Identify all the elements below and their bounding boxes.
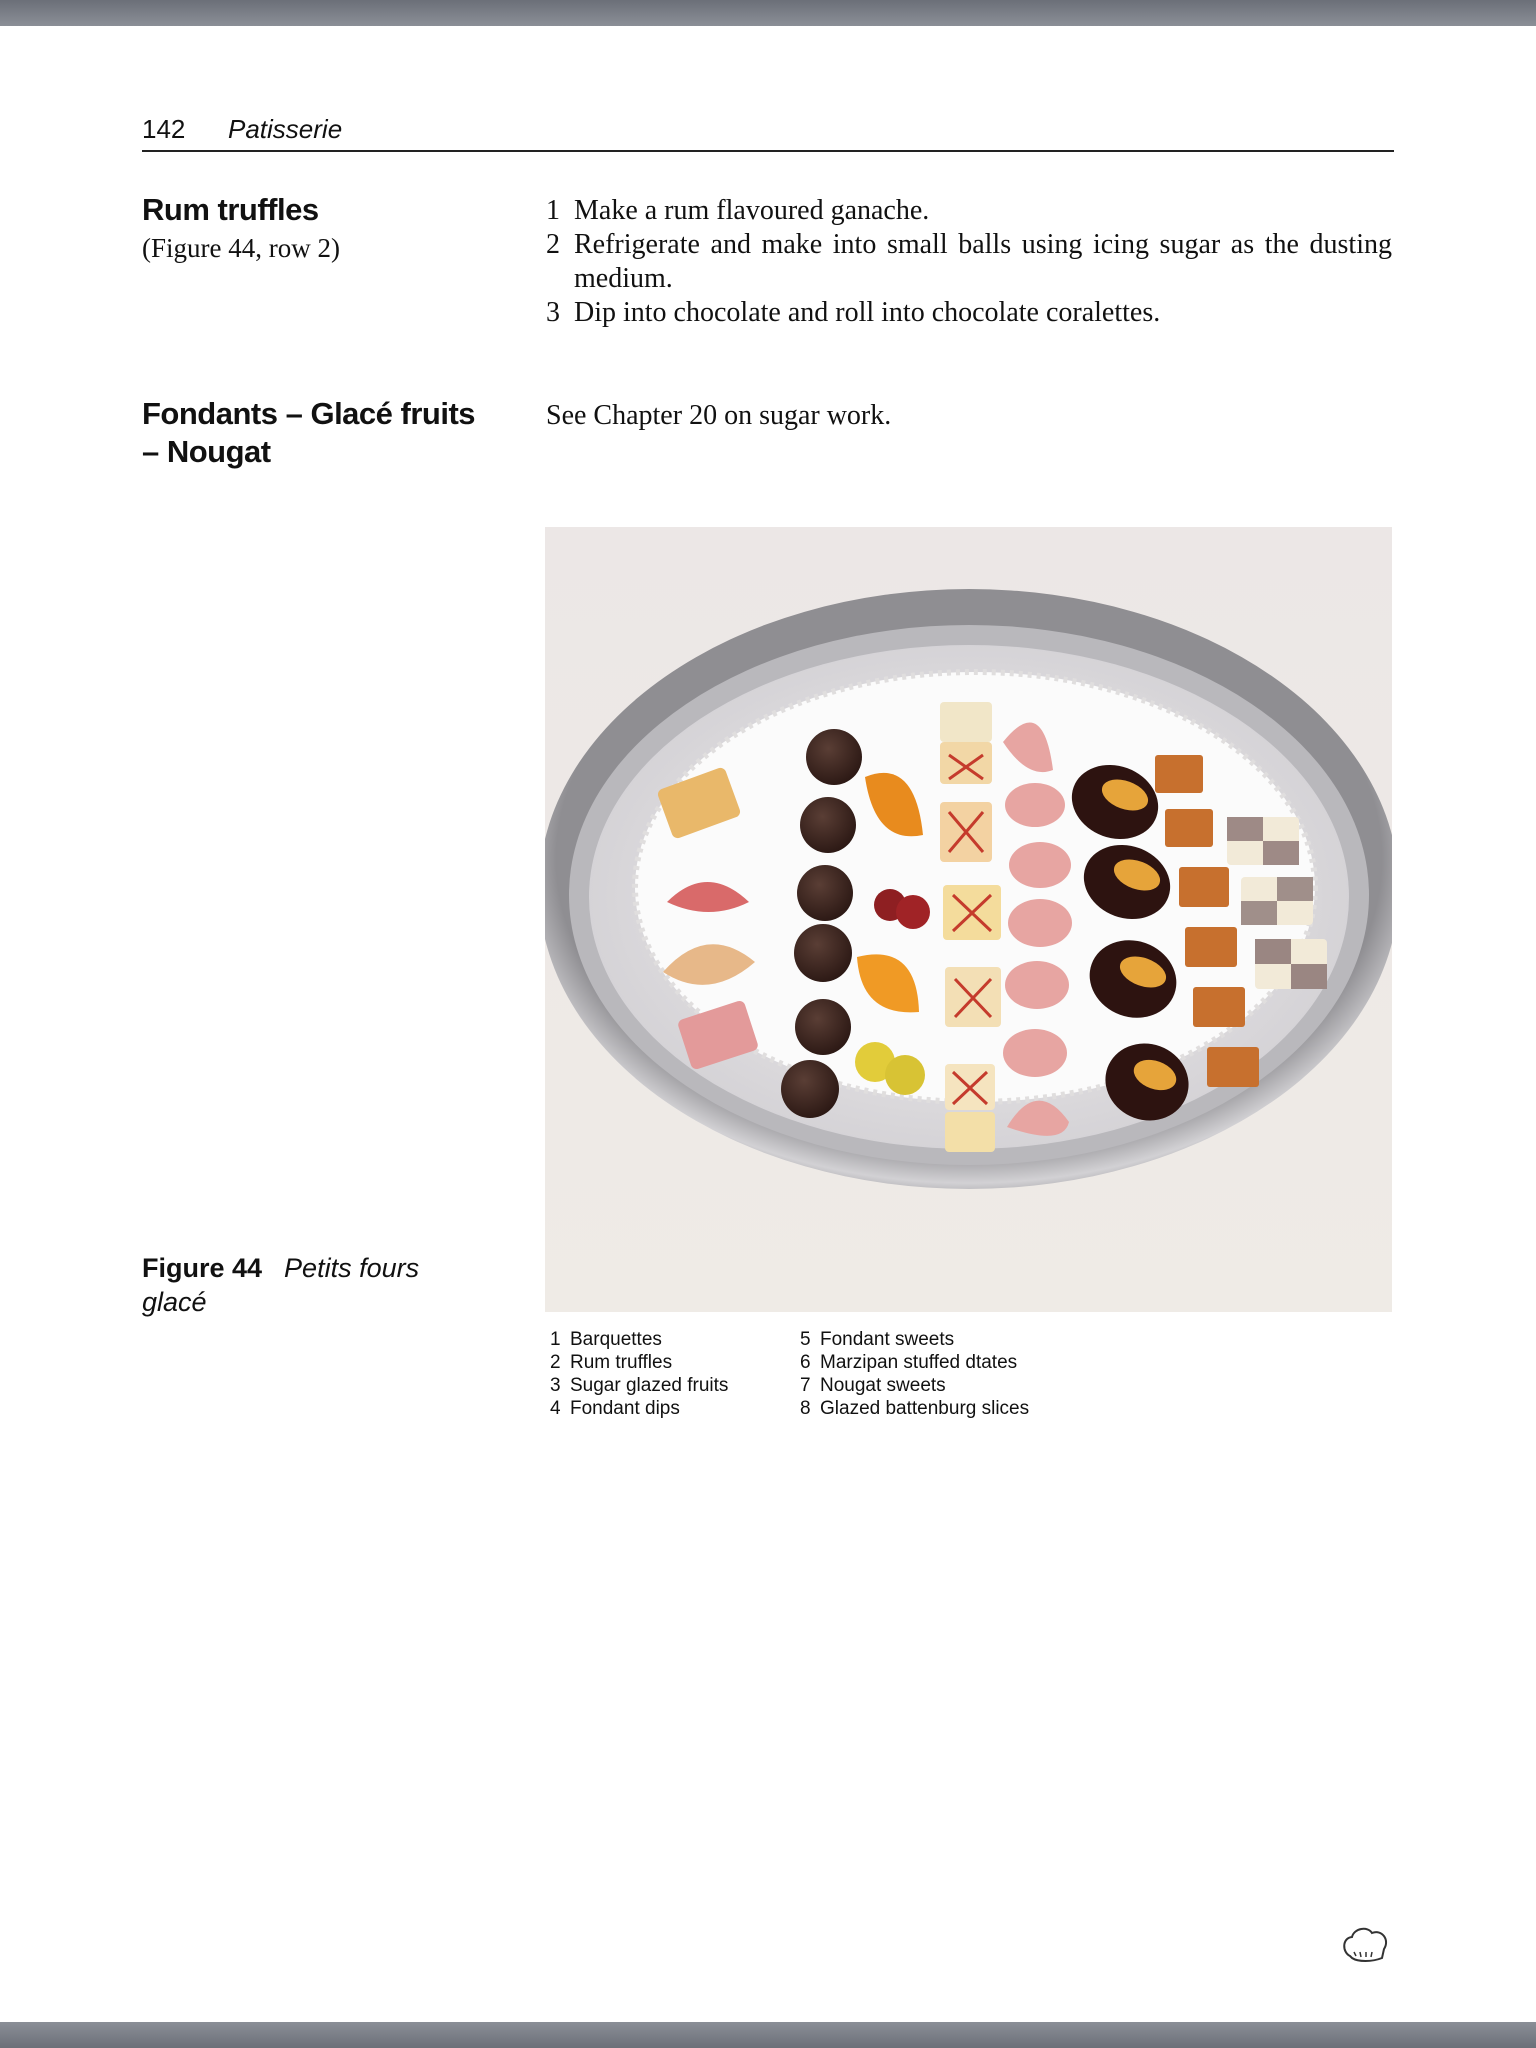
step-number: 1 <box>546 195 560 226</box>
legend-item <box>800 1328 1029 1351</box>
legend-item <box>550 1397 728 1420</box>
running-head <box>142 110 1392 152</box>
header-rule <box>142 150 1394 152</box>
fondants-heading-line1: Fondants – Glacé fruits <box>142 396 476 431</box>
figure-caption <box>142 1251 502 1319</box>
legend-text: Fondant sweets <box>820 1329 955 1350</box>
step-item <box>546 296 1392 330</box>
step-item <box>546 228 1392 296</box>
legend-number: 8 <box>800 1398 811 1419</box>
legend-item <box>550 1374 728 1397</box>
step-text: Dip into chocolate and roll into chocolate coralettes. <box>574 297 1161 328</box>
fondants-text: See Chapter 20 on sugar work. <box>546 400 892 431</box>
step-item <box>546 194 1392 228</box>
legend-text: Glazed battenburg slices <box>820 1398 1030 1419</box>
figure-label: Figure 44 <box>142 1253 263 1283</box>
legend-number: 3 <box>550 1375 561 1396</box>
fondants-heading <box>142 395 475 471</box>
legend-item <box>550 1328 728 1351</box>
figure-caption-line1 <box>142 1251 502 1285</box>
legend-number: 6 <box>800 1352 811 1373</box>
legend-item <box>800 1374 1029 1397</box>
legend-text: Rum truffles <box>570 1352 673 1373</box>
legend-text: Nougat sweets <box>820 1375 946 1396</box>
figure-title-line2: glacé <box>142 1287 207 1317</box>
figure-title: Petits fours <box>284 1253 420 1283</box>
rum-truffles-figure-ref: (Figure 44, row 2) <box>142 233 340 263</box>
step-text: Make a rum flavoured ganache. <box>574 195 930 226</box>
rum-truffles-heading: Rum truffles <box>142 192 319 227</box>
chef-hat-icon <box>1340 1922 1390 1970</box>
petits-fours-photo <box>545 527 1392 1312</box>
legend-number: 7 <box>800 1375 811 1396</box>
legend-item <box>550 1351 728 1374</box>
fondants-heading-line2: – Nougat <box>142 434 271 469</box>
step-number: 3 <box>546 297 560 328</box>
rum-truffles-steps <box>546 194 1392 330</box>
viewer-top-bar <box>0 0 1536 26</box>
figure-legend-left <box>550 1328 728 1420</box>
section-title: Patisserie <box>228 114 343 144</box>
legend-number: 1 <box>550 1329 561 1350</box>
legend-text: Fondant dips <box>570 1398 680 1419</box>
legend-text: Barquettes <box>570 1329 662 1350</box>
viewer-bottom-bar <box>0 2022 1536 2048</box>
legend-number: 4 <box>550 1398 561 1419</box>
legend-text: Marzipan stuffed dtates <box>820 1352 1018 1373</box>
legend-item <box>800 1351 1029 1374</box>
legend-number: 2 <box>550 1352 561 1373</box>
legend-item <box>800 1397 1029 1420</box>
figure-legend-right <box>800 1328 1029 1420</box>
step-number: 2 <box>546 229 560 260</box>
page-number: 142 <box>142 114 186 144</box>
legend-number: 5 <box>800 1329 811 1350</box>
step-text: Refrigerate and make into small balls using icing sugar as the dusting medium. <box>574 229 1392 294</box>
legend-text: Sugar glazed fruits <box>570 1375 729 1396</box>
